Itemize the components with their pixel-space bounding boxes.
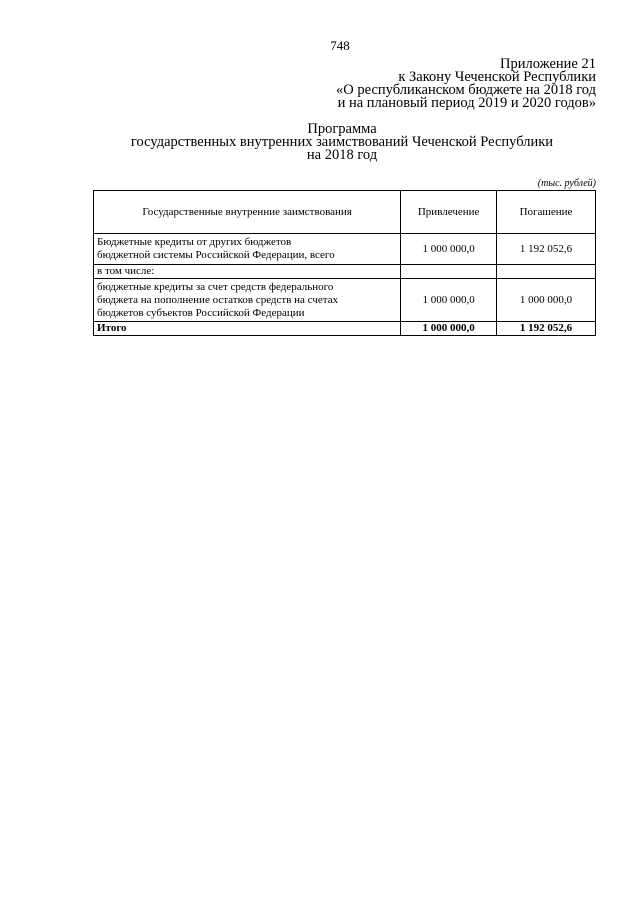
- borrowings-table: [93, 190, 596, 336]
- appendix-line: Приложение 21: [500, 56, 596, 72]
- table-row: [94, 279, 596, 322]
- total-attraction: 1 000 000,0: [401, 322, 497, 336]
- row-repayment: 1 000 000,0: [497, 279, 596, 322]
- header-repayment: Погашение: [497, 191, 596, 234]
- table-row: [94, 234, 596, 265]
- row-name: [94, 234, 401, 265]
- total-row: [94, 322, 596, 336]
- row-repayment: [497, 265, 596, 279]
- row-name-line: бюджетные кредиты за счет средств федерального: [97, 280, 334, 293]
- row-name-line: бюджета на пополнение остатков средств на счетах: [97, 293, 339, 306]
- header-name: Государственные внутренние заимствования: [94, 191, 401, 234]
- row-repayment: 1 192 052,6: [497, 234, 596, 265]
- program-title: [0, 123, 640, 162]
- row-attraction: 1 000 000,0: [401, 279, 497, 322]
- appendix-line: и на плановый период 2019 и 2020 годов»: [337, 95, 596, 111]
- row-attraction: 1 000 000,0: [401, 234, 497, 265]
- title-line: государственных внутренних заимствований Чеченской Республики: [130, 134, 554, 150]
- total-label: Итого: [94, 322, 401, 336]
- header-attraction: Привлечение: [401, 191, 497, 234]
- title-line: на 2018 год: [306, 147, 378, 163]
- row-name: в том числе:: [94, 265, 401, 279]
- table-row: [94, 265, 596, 279]
- title-line: Программа: [307, 121, 377, 137]
- appendix-header: [336, 58, 596, 110]
- row-name: [94, 279, 401, 322]
- appendix-line: к Закону Чеченской Республики: [398, 69, 596, 85]
- row-name-line: бюджетов субъектов Российской Федерации: [97, 306, 305, 319]
- page-number: 748: [330, 38, 350, 53]
- table-header-row: [94, 191, 596, 234]
- row-attraction: [401, 265, 497, 279]
- units-note: (тыс. рублей): [537, 178, 596, 189]
- row-name-line: Бюджетные кредиты от других бюджетов: [97, 236, 292, 248]
- total-repayment: 1 192 052,6: [497, 322, 596, 336]
- appendix-line: «О республиканском бюджете на 2018 год: [336, 82, 596, 98]
- row-name-line: бюджетной системы Российской Федерации, всего: [97, 249, 335, 261]
